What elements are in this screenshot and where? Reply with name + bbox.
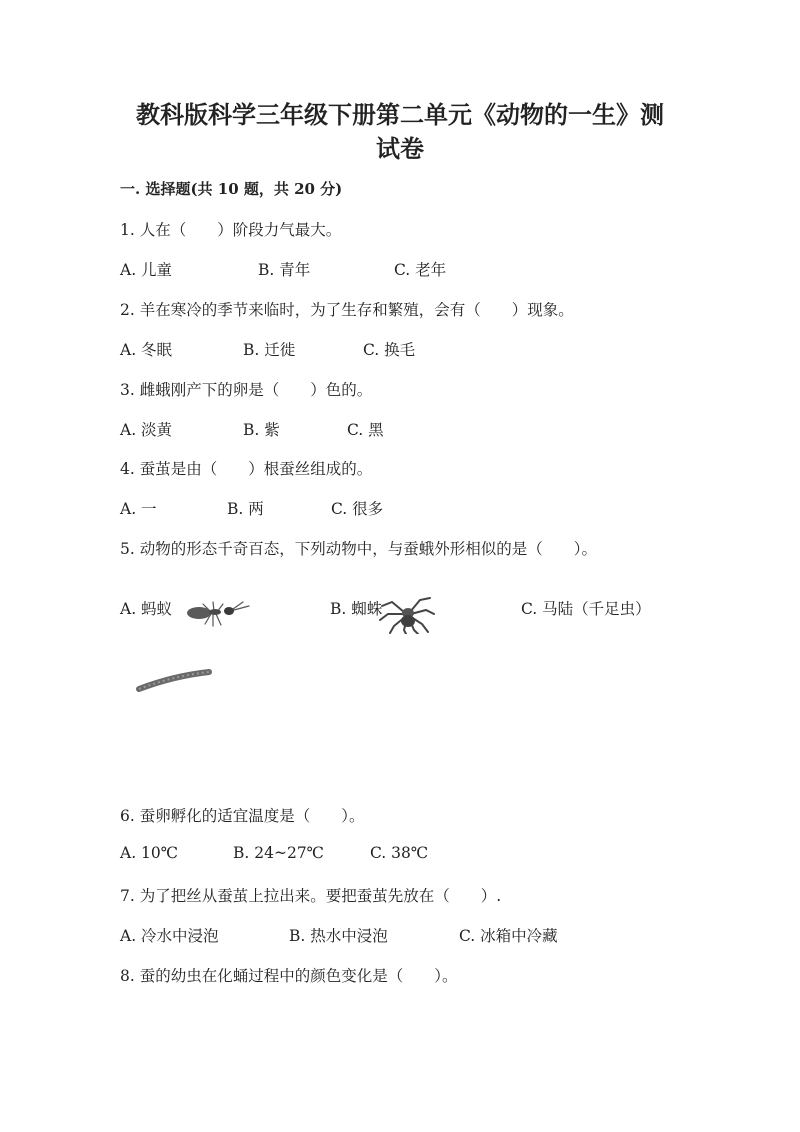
question-5-option-a: A. 蚂蚁: [120, 600, 173, 618]
question-1-option-a: A. 儿童: [120, 261, 173, 279]
spider-image: [378, 594, 436, 634]
question-2-option-b: B. 迁徙: [243, 341, 296, 359]
question-1-option-b: B. 青年: [258, 261, 311, 279]
question-6-option-b: B. 24~27℃: [233, 844, 325, 862]
section-heading: 一. 选择题(共 10 题，共 20 分): [120, 180, 343, 198]
question-1-option-c: C. 老年: [394, 261, 447, 279]
question-3: 3. 雌蛾刚产下的卵是（ ）色的。: [120, 381, 373, 399]
question-4-option-a: A. 一: [120, 500, 157, 518]
question-6-option-c: C. 38℃: [370, 844, 429, 862]
question-5-option-b: B. 蜘蛛: [330, 600, 383, 618]
question-5-option-c: C. 马陆（千足虫）: [521, 600, 651, 618]
question-6-option-a: A. 10℃: [120, 844, 179, 862]
question-3-option-a: A. 淡黄: [120, 421, 173, 439]
question-4-option-b: B. 两: [227, 500, 264, 518]
question-4-option-c: C. 很多: [331, 500, 384, 518]
question-2: 2. 羊在寒冷的季节来临时，为了生存和繁殖，会有（ ）现象。: [120, 301, 574, 319]
question-4: 4. 蚕茧是由（ ）根蚕丝组成的。: [120, 460, 373, 478]
question-1: 1. 人在（ ）阶段力气最大。: [120, 221, 342, 239]
question-3-option-b: B. 紫: [243, 421, 280, 439]
question-7-option-a: A. 冷水中浸泡: [120, 927, 219, 945]
page-title-continued: 试卷: [376, 134, 424, 163]
millipede-image: [135, 668, 213, 694]
question-3-option-c: C. 黑: [347, 421, 384, 439]
question-7-option-c: C. 冰箱中冷藏: [459, 927, 558, 945]
question-2-option-c: C. 换毛: [363, 341, 416, 359]
question-8: 8. 蚕的幼虫在化蛹过程中的颜色变化是（ ）。: [120, 967, 458, 985]
ant-image: [183, 598, 255, 632]
question-2-option-a: A. 冬眠: [120, 341, 173, 359]
question-6: 6. 蚕卵孵化的适宜温度是（ ）。: [120, 807, 365, 825]
question-5: 5. 动物的形态千奇百态，下列动物中，与蚕蛾外形相似的是（ ）。: [120, 540, 597, 558]
question-7-option-b: B. 热水中浸泡: [289, 927, 388, 945]
page-title: 教科版科学三年级下册第二单元《动物的一生》测: [136, 100, 664, 129]
question-7: 7. 为了把丝从蚕茧上拉出来。要把蚕茧先放在（ ）.: [120, 887, 502, 905]
